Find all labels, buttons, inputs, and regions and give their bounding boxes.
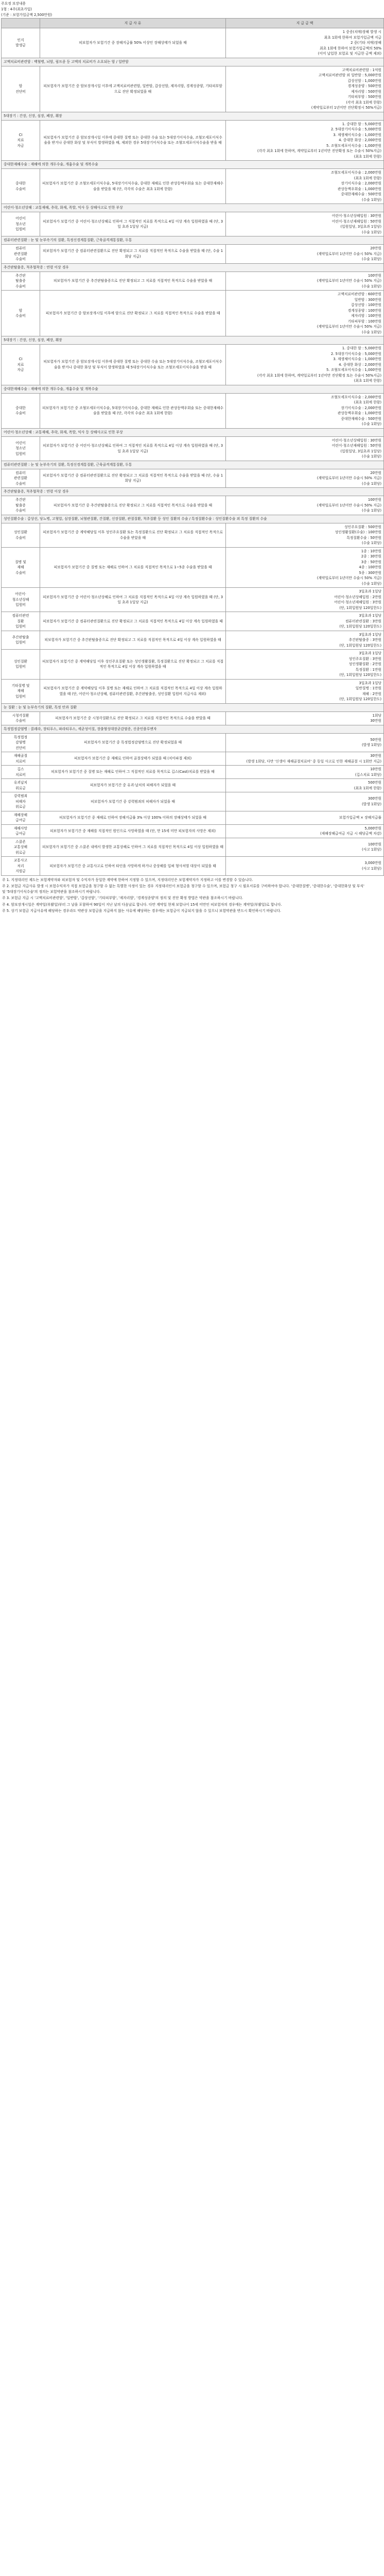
payment-amount: 3일초과 1일당 일반질병 : 1만원 재해 : 2만원 (단, 1회입원당 120일한도): [226, 679, 384, 703]
group-definition: 5대장기 : 간장, 신장, 심장, 폐장, 췌장: [2, 112, 384, 120]
benefit-name: 성인질환 수술비: [2, 523, 40, 547]
payment-condition: 피보험자가 보험기간 중 계약해당일 이후 질병 또는 재해로 인하여 그 치료를 직접적인 목적으로 4일 이상 계속 입원하였을 때 (단, 어린이·청소년상해, 컴퓨터관련질환, 추간판탈출증, 성인질환 입원비 지급사유 제외): [40, 679, 226, 703]
payment-condition: 피보험자가 보험기간 중 재해로 인하여 장해지급률 3% 이상 100% 이하의 장해상태가 되었을 때: [40, 811, 226, 824]
payment-condition: 피보험자가 보험기간 중 재해를 직접적인 원인으로 사망하였을 때 (단, 만 15세 미만 피보험자의 사망은 제외): [40, 824, 226, 838]
payment-amount: 30만원 (발생 1회당, 다만 '신생아 재해골절치료비' 중 동일 사고로 인한 재해골절 시 1회만 지급): [226, 752, 384, 766]
payment-condition: 피보험자가 보험기간 중 암보장개시일 이후에 중대한 질병 또는 중대한 수술 또는 5대장기이식수술, 조혈모세포이식수술을 받거나 중대한 화상 및 부식이 발생하였을 때 5대장기이식수술 또는 조혈모세포이식수술을 받을 때: [40, 345, 226, 385]
benefit-name: 깁스 치료비: [2, 766, 40, 779]
group-definition: 추간판탈출증, 척추협착증 : 연령 이상 경우: [2, 488, 384, 496]
payment-amount: 3일초과 1일당 성인주요질환 : 3만원 성인생활질환 : 2만원 특정질환 : 1만원 (단, 1회입원당 120일한도): [226, 650, 384, 680]
table-row: [2, 612, 384, 631]
table-row: [2, 212, 384, 236]
footnote: 주 2. 보험금 지급사유 발생 시 보험수익자가 직접 보험금을 청구할 수 없는 특별한 사정이 있는 경우 지정대리인이 보험금을 청구할 수 있으며, 보험금 청구 시 필요서류를 구비하여야 합니다. '중대한질병', '중대한수술', '중대한화상 및 부식' 및 '5대장기이식수술'의 정의는 보험약관을 참조하시기 바랍니다.: [2, 884, 364, 894]
benefit-name: 인지 발생금: [2, 28, 40, 58]
payment-amount: 고액치료비관련암 : 600만원 일반암 : 300만원 갑상선암 : 100만원 경계성종양 : 100만원 제자리암 : 100만원 기타피부암 : 100만원 (계약일로부터 1년미만 수술시 50% 지급) (수술 1회당): [226, 291, 384, 336]
table-row: [2, 523, 384, 547]
table-row: [2, 345, 384, 385]
table-row: [2, 272, 384, 291]
benefit-name: 시청각질환 수술비: [2, 711, 40, 725]
payment-condition: 피보험자가 보험기간 중 질병 또는 재해로 인하여 그 치료를 직접적인 목적으로 1~5종 수술을 받았을 때: [40, 547, 226, 588]
payment-condition: 피보험자가 보험기간 중 조혈모세포이식수술, 5대장기이식수술, 중대한 재해로 인한 관상동맥우회술 또는 중대한재해수술을 받았을 때 (단, 각각의 수술은 최초 1회에 한함): [40, 393, 226, 428]
benefit-name: 컴퓨터관련 질환 입원비: [2, 612, 40, 631]
table-row: [2, 291, 384, 336]
payment-amount: 1종 : 10만원 2종 : 30만원 3종 : 50만원 4종 : 100만원 5종 : 300만원 (계약일로부터 1년미만 수술시 50% 지급) (수술 1회당): [226, 547, 384, 588]
group-definition-row: [2, 515, 384, 523]
table-row: [2, 66, 384, 112]
payment-condition: 피보험자가 보험기간 중 계약해당일 이후 성인주요질환 또는 성인생활질환, 특정질환으로 진단 확정되고 그 치료를 직접적인 목적으로 4일 이상 계속 입원하였을 때: [40, 650, 226, 680]
group-definition-row: [2, 204, 384, 212]
table-row: [2, 824, 384, 838]
payment-amount: 50만원 (발생 1회당): [226, 733, 384, 752]
payment-condition: 피보험자가 보험기간 중 컴퓨터관련질환으로 진단 확정되고 그 치료를 직접적인 목적으로 4일 이상 계속 입원하였을 때: [40, 612, 226, 631]
doc-label: 주요정 보장내용: [1, 2, 26, 6]
table-row: [2, 733, 384, 752]
group-definition-row: [2, 263, 384, 272]
group-definition-row: [2, 725, 384, 733]
payment-condition: 피보험자가 보험기간 중 추간판탈출증으로 진단 확정되고 그 치료를 직접적인 목적으로 수술을 받았을 때: [40, 496, 226, 515]
benefit-name: 컴퓨터 관련질환 수술비: [2, 469, 40, 488]
payment-amount: 300만원 (발생 1회당): [226, 792, 384, 811]
payment-condition: 피보험자가 보험기간 중 추간판탈출증으로 진단 확정되고 그 치료를 직접적인 목적으로 수술을 받았을 때: [40, 272, 226, 291]
table-row: [2, 588, 384, 612]
plan-type: 1형 : 4주(최초가입): [1, 7, 32, 11]
benefit-name: 강력범죄 피해자 위로금: [2, 792, 40, 811]
group-definition: 중대한재해수술 : 재해에 의한 개두수술, 개흉수술 및 개복수술: [2, 161, 384, 169]
group-definition-row: [2, 703, 384, 711]
benefit-name: 중대한 수술비: [2, 169, 40, 204]
payment-amount: 어린이·청소년상해입원 : 30만원 어린이·청소년재해입원 : 50만원 (입원일당, 3일초과 1일당) (수술 1회당): [226, 436, 384, 461]
payment-amount: 성인주요질환 : 500만원 성인생활질환(수술) : 100만원 특정질환수술 : 50만원 (수술 1회당): [226, 523, 384, 547]
benefit-name: 기타질병 및 재해 입원비: [2, 679, 40, 703]
payment-amount: 조혈모세포이식수술 : 2,000만원 (최초 1회에 한함) 장기이식수술 : 2,000만원 관상동맥우회술 : 1,000만원 중대한재해수술 : 500만원 (수술 1회당): [226, 169, 384, 204]
payment-amount: 1. 중대한 암 : 5,000만원 2. 5대장기이식수술 : 5,000만원 3. 제생체이식수술 : 1,000만원 4. 중대한 화상 : 2,000만원 5. 조혈모세포이식수술 : 1,000만원 (각각 최초 1회에 한하며, 계약일로부터 1년미만 진단확정 또는 수술시 50%지급) (최초 1회에 한함): [226, 345, 384, 385]
group-definition: 5대장기 : 간장, 신장, 심장, 폐장, 췌장: [2, 336, 384, 345]
payment-amount: 1 중증(치매)장해 발생 시 최초 1회에 한하여 보험가입금액 지급 2 중(기타 치매)장해 최초 1회에 한하여 보험가입금액의 50% (이미 납입한 보험료 및 지급한 금액 제외): [226, 28, 384, 58]
payment-condition: 피보험자가 보험기간 중 특정법정감염병으로 진단 확정되었을 때: [40, 733, 226, 752]
payment-condition: 피보험자가 보험기간 중 질병 또는 재해로 인하여 그 직접적인 치료를 목적으로 깁스(Cast)치료를 받았을 때: [40, 766, 226, 779]
table-row: [2, 393, 384, 428]
group-definition-row: [2, 112, 384, 120]
benefit-name: 성인질환 입원비: [2, 650, 40, 680]
benefit-name: CI 치료 자금: [2, 345, 40, 385]
group-definition: 추간판탈출증, 척추협착증 : 연령 이상 경우: [2, 263, 384, 272]
payment-amount: 100만원 (계약일로부터 1년미만 수술시 50% 지급) (수술 1회당): [226, 272, 384, 291]
benefit-name: 어린이 청소년 입원비: [2, 212, 40, 236]
payment-condition: 피보험자가 보험기간 중 장해지급률 50% 이상인 장해상태가 되었을 때: [40, 28, 226, 58]
payment-amount: 어린이·청소년상해입원 : 30만원 어린이·청소년재해입원 : 50만원 (입원일당, 3일초과 1일당) (수술 1회당): [226, 212, 384, 236]
payment-amount: 1회당 30만원: [226, 711, 384, 725]
group-definition: 특정법정감염병 : 콜레라, 장티푸스, 파라티푸스, 세균성이질, 장출혈성대장균감염증, 신종인플루엔자: [2, 725, 384, 733]
benefit-name: 유괴납치 위로금: [2, 779, 40, 792]
coverage-base: (기준 : 보험가입금액 2,500만원): [1, 13, 53, 17]
payment-condition: 피보험자가 보험기간 중 추간판탈출증으로 진단 확정되고 그 치료를 직접적인 목적으로 4일 이상 계속 입원하였을 때: [40, 631, 226, 650]
payment-amount: 3일초과 1일당 어린이·청소년상해입원 : 2만원 어린이·청소년재해입원 : 3만원 (단, 1회입원당 120일한도): [226, 588, 384, 612]
column-header-amount: 지 급 금 액: [226, 19, 384, 28]
group-definition: 어린이·청소년상해 : 교통재해, 추락, 화재, 폭발, 익사 등 상해사고로 인한 부상: [2, 428, 384, 436]
payment-condition: 피보험자가 보험기간 중 암보장개시일 이후에 암으로 진단 확정되고 그 치료를 직접적인 목적으로 수술을 받았을 때: [40, 291, 226, 336]
payment-amount: 3일초과 1일당 컴퓨터관련질환 : 3만원 (단, 1회입원당 120일한도): [226, 612, 384, 631]
group-definition: 중대한재해수술 : 재해에 의한 개두수술, 개흉수술 및 개복수술: [2, 385, 384, 393]
payment-condition: 피보험자가 보험기간 중 강력범죄의 피해자가 되었을 때: [40, 792, 226, 811]
payment-condition: 피보험자가 보험기간 중 암보장개시일 이후에 고액치료비관련암, 일반암, 갑상선암, 제자리암, 경계성종양, 기타피부암으로 진단 확정되었을 때: [40, 66, 226, 112]
payment-amount: 100만원 (사고 1회당): [226, 838, 384, 857]
table-row: [2, 496, 384, 515]
benefit-name: 컴퓨터 관련질환 수술비: [2, 245, 40, 264]
table-row: [2, 792, 384, 811]
table-row: [2, 436, 384, 461]
payment-condition: 피보험자가 보험기간 중 조혈모세포이식수술, 5대장기이식수술, 중대한 재해로 인한 관상동맥우회술 또는 중대한재해수술을 받았을 때 (단, 각각의 수술은 최초 1회에 한함): [40, 169, 226, 204]
benefit-name: 추간판 탈출증 수술비: [2, 272, 40, 291]
group-definition-row: [2, 488, 384, 496]
benefit-name: 재해사망 급여금: [2, 824, 40, 838]
group-definition-row: [2, 428, 384, 436]
footnotes: [1, 876, 370, 917]
group-definition-row: [2, 161, 384, 169]
payment-amount: 100만원 (계약일로부터 1년미만 수술시 50% 지급) (수술 1회당): [226, 496, 384, 515]
group-definition-row: [2, 236, 384, 245]
benefit-name: 중대한 수술비: [2, 393, 40, 428]
payment-condition: 피보험자가 보험기간 중 어린이·청소년상해로 인하여 그 치료를 직접적인 목적으로 4일 이상 계속 입원하였을 때 (단, 3일 초과 1일당 지급): [40, 588, 226, 612]
benefit-name: CI 치료 자금: [2, 120, 40, 161]
column-header-condition: 지 급 사 유: [40, 19, 226, 28]
benefit-name: 어린이· 청소년상해 입원비: [2, 588, 40, 612]
benefit-name: 암 진단비: [2, 66, 40, 112]
payment-condition: 피보험자가 보험기간 중 컴퓨터관련질환으로 진단 확정되고 그 치료를 직접적인 목적으로 수술을 받았을 때 (단, 수술 1회당 지급): [40, 469, 226, 488]
payment-condition: 피보험자가 보험기간 중 유괴·납치의 피해자가 되었을 때: [40, 779, 226, 792]
column-header-name: [2, 19, 40, 28]
table-row: [2, 838, 384, 857]
benefit-name: 재해장해 급여금: [2, 811, 40, 824]
payment-amount: 500만원 (최초 1회에 한함): [226, 779, 384, 792]
payment-condition: 피보험자가 보험기간 중 교통사고로 인하여 타인을 사망하게 하거나 중상해를 입혀 형사처벌 대상이 되었을 때: [40, 857, 226, 876]
payment-condition: 피보험자가 보험기간 중 암보장개시일 이후에 중대한 질병 또는 중대한 수술 또는 5대장기이식수술, 조혈모세포이식수술을 받거나 중대한 화상 및 부식이 발생하였을 때, 제외한 경우 5대장기이식수술 또는 조혈모세포이식수술을 받을 때: [40, 120, 226, 161]
payment-amount: 1. 중대한 암 : 5,000만원 2. 5대장기이식수술 : 5,000만원 3. 제생체이식수술 : 1,000만원 4. 중대한 화상 : 2,000만원 5. 조혈모세포이식수술 : 1,000만원 (각각 최초 1회에 한하며, 계약일로부터 1년미만 진단확정 또는 수술시 50%지급) (최초 1회에 한함): [226, 120, 384, 161]
payment-condition: 피보험자가 보험기간 중 시청각질환으로 진단 확정되고 그 치료를 직접적인 목적으로 수술을 받았을 때: [40, 711, 226, 725]
table-row: [2, 679, 384, 703]
table-row: [2, 631, 384, 650]
table-row: [2, 857, 384, 876]
payment-amount: 조혈모세포이식수술 : 2,000만원 (최초 1회에 한함) 장기이식수술 : 2,000만원 관상동맥우회술 : 1,000만원 중대한재해수술 : 500만원 (수술 1회당): [226, 393, 384, 428]
group-definition: 눈 질환 : 눈 및 눈부속기의 질환, 특정 안과 질환: [2, 703, 384, 711]
payment-amount: 보험가입금액 × 장해지급률: [226, 811, 384, 824]
table-row: [2, 766, 384, 779]
payment-condition: 피보험자가 보험기간 중 재해로 인하여 골절상태가 되었을 때 (치아파절 제외): [40, 752, 226, 766]
table-row: [2, 169, 384, 204]
footnote: 주 3. 보험금 지급 시 '고액치료비관련암', '일반암', '갑상선암', '기타피부암', '제자리암', '경계성종양'의 정의 및 진단 확정 방법은 약관을 참조하시기 바랍니다.: [2, 896, 243, 901]
group-definition: 성인질환수술 : 갑상선, 당뇨병, 고혈압, 심장질환, 뇌혈관질환, 간질환, 신장질환, 관절질환, 척추질환 등 성인 질환의 수술 / 특정질환수술 : 성인질환수술 외 특정 질환의 수술: [2, 515, 384, 523]
footnote: 주 4. 암보장개시일은 계약일(부활일)부터 그 날을 포함하여 90일이 지난 날의 다음날로 합니다. 다만 계약일 현재 보험나이 15세 미만인 피보험자의 경우에는 계약일(부활일)로 합니다.: [2, 902, 282, 907]
benefit-name: 추간판 탈출증 수술비: [2, 496, 40, 515]
group-definition-row: [2, 58, 384, 66]
table-row: [2, 752, 384, 766]
payment-condition: 피보험자가 보험기간 중 계약해당일 이후 성인주요질환 또는 특정질환으로 진단 확정되고 그 치료를 직접적인 목적으로 수술을 받았을 때: [40, 523, 226, 547]
table-row: [2, 650, 384, 680]
group-definition: 고액치료비관련암 : 백혈병, 뇌암, 림프종 등 고액의 치료비가 소요되는 암 / 일반암: [2, 58, 384, 66]
payment-amount: 10만원 (깁스치료 1회당): [226, 766, 384, 779]
payment-amount: 고액치료비관련암 : 1억원 고액치료비관련암 외 일반암 : 5,000만원 갑상선암 : 1,000만원 경계성종양 : 500만원 제자리암 : 500만원 기타피부암 : 500만원 (각각 최초 1회에 한함) (계약일로부터 1년미만 진단확정시 50%지급): [226, 66, 384, 112]
payment-amount: 5,000만원 (재해장해급여금 지급 시 해당금액 차감): [226, 824, 384, 838]
table-row: [2, 547, 384, 588]
payment-amount: 3일초과 1일당 추간판탈출증 : 3만원 (단, 1회입원당 120일한도): [226, 631, 384, 650]
table-row: [2, 469, 384, 488]
payment-amount: 3,000만원 (사고 1회당): [226, 857, 384, 876]
benefit-name: 교통사고 처리 지원금: [2, 857, 40, 876]
table-header-row: [2, 19, 384, 28]
benefit-name: 특정법정 감염병 진단비: [2, 733, 40, 752]
table-row: [2, 120, 384, 161]
benefit-name: 스쿨존 교통상해 위로금: [2, 838, 40, 857]
group-definition: 컴퓨터관련질환 : 눈 및 눈부속기의 질환, 특정신경계통질환, 근육골격계통질환, 두통: [2, 236, 384, 245]
table-row: [2, 245, 384, 264]
payment-amount: 20만원 (계약일로부터 1년미만 수술시 50% 지급) (수술 1회당): [226, 245, 384, 264]
group-definition: 어린이·청소년상해 : 교통재해, 추락, 화재, 폭발, 익사 등 상해사고로 인한 부상: [2, 204, 384, 212]
footnote: 주 1. 지정대리인 제도는 보험계약자와 피보험자 및 수익자가 동일한 계약에 한하여 지정할 수 있으며, 지정대리인은 보험계약자가 지정하고 이를 변경할 수 있습니다.: [2, 877, 253, 882]
table-row: [2, 779, 384, 792]
benefit-name: 질병 및 재해 수술비: [2, 547, 40, 588]
table-row: [2, 811, 384, 824]
payment-condition: 피보험자가 보험기간 중 컴퓨터관련질환으로 진단 확정되고 그 치료를 직접적인 목적으로 수술을 받았을 때 (단, 수술 1회당 지급): [40, 245, 226, 264]
group-definition-row: [2, 461, 384, 469]
document-header: [1, 0, 370, 18]
table-row: [2, 711, 384, 725]
group-definition-row: [2, 336, 384, 345]
table-row: [2, 28, 384, 58]
document-page: [0, 0, 381, 917]
group-definition: 컴퓨터관련질환 : 눈 및 눈부속기의 질환, 특정신경계통질환, 근육골격계통질환, 두통: [2, 461, 384, 469]
group-definition-row: [2, 385, 384, 393]
table-body: [2, 28, 384, 876]
footnote: 주 5. 상기 보험금 지급사유에 해당하는 경우라도 약관상 보험금을 지급하지 않는 사유에 해당하는 경우에는 보험금이 지급되지 않을 수 있으니 보험약관을 반드시 확인하시기 바랍니다.: [2, 909, 282, 913]
benefit-name: 암 수술비: [2, 291, 40, 336]
payment-amount: 20만원 (계약일로부터 1년미만 수술시 50% 지급) (수술 1회당): [226, 469, 384, 488]
coverage-table: [1, 18, 384, 876]
payment-condition: 피보험자가 보험기간 중 어린이·청소년상해로 인하여 그 직접적인 치료를 목적으로 4일 이상 계속 입원하였을 때 (단, 3일 초과 1일당 지급): [40, 436, 226, 461]
benefit-name: 추간판탈출 입원비: [2, 631, 40, 650]
benefit-name: 재해골절 치료비: [2, 752, 40, 766]
payment-condition: 피보험자가 보험기간 중 어린이·청소년상해로 인하여 그 직접적인 치료를 목적으로 4일 이상 계속 입원하였을 때 (단, 3일 초과 1일당 지급): [40, 212, 226, 236]
benefit-name: 어린이 청소년 입원비: [2, 436, 40, 461]
payment-condition: 피보험자가 보험기간 중 스쿨존 내에서 발생한 교통상해로 인하여 그 치료를 직접적인 목적으로 4일 이상 입원하였을 때: [40, 838, 226, 857]
